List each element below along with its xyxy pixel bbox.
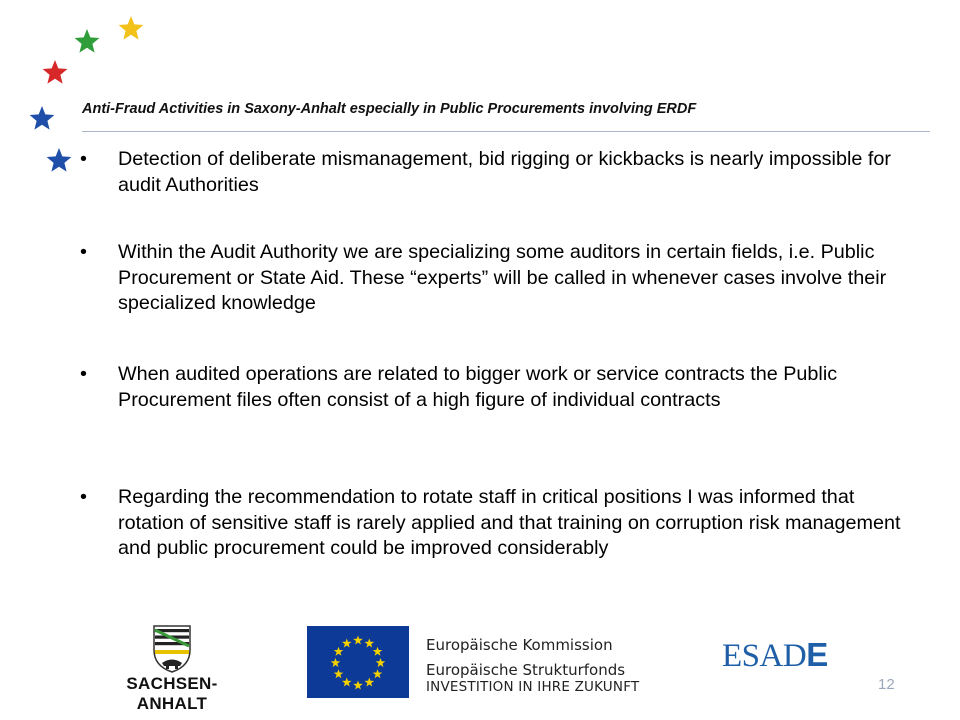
bullet-marker: • [80, 363, 87, 385]
eu-commission-label: Europäische Kommission [426, 636, 613, 654]
eu-flag [307, 626, 409, 698]
bullet-item [80, 147, 915, 198]
eu-investment-slogan: INVESTITION IN IHRE ZUKUNFT [426, 679, 640, 695]
eu-funding-text [426, 636, 639, 696]
yellow-star-icon [119, 16, 144, 40]
page-number: 12 [878, 676, 895, 693]
title-divider [82, 131, 930, 132]
slide-title: Anti-Fraud Activities in Saxony-Anhalt especially in Public Procurements involving ERDF [82, 101, 697, 117]
bullet-text: Detection of deliberate mismanagement, bid rigging or kickbacks is nearly impossible for audit Authorities [118, 148, 891, 196]
bullet-text: Within the Audit Authority we are specializing some auditors in certain fields, i.e. Public Procurement or State Aid. These “experts” will be called in whenever cases involve their specialized knowledge [118, 241, 887, 314]
esade-logo-last-letter: E [806, 636, 828, 673]
bullet-item [80, 362, 915, 413]
esade-logo [722, 636, 828, 675]
green-star-icon [75, 29, 100, 53]
esade-logo-main: ESAD [722, 638, 807, 674]
bullet-text: Regarding the recommendation to rotate staff in critical positions I was informed that rotation of sensitive staff is rarely applied and that training on corruption risk management and public procurement could be improved considerably [118, 486, 901, 559]
blue-star-icon [30, 106, 55, 130]
eu-star-ring-icon [307, 626, 409, 698]
bullet-marker: • [80, 486, 87, 508]
bullet-item [80, 240, 915, 317]
sachsen-anhalt-label: SACHSEN-ANHALT [126, 674, 218, 713]
bullet-item [80, 485, 915, 562]
bullet-marker: • [80, 148, 87, 170]
eu-structural-funds-label: Europäische Strukturfonds [426, 661, 626, 679]
bullet-marker: • [80, 241, 87, 263]
sachsen-anhalt-logo [92, 622, 252, 713]
red-star-icon [43, 60, 68, 84]
blue-star-icon [47, 148, 72, 172]
coat-of-arms-icon [92, 622, 252, 674]
bullet-text: When audited operations are related to bigger work or service contracts the Public Procurement files often consist of a high figure of individual contracts [118, 363, 838, 411]
